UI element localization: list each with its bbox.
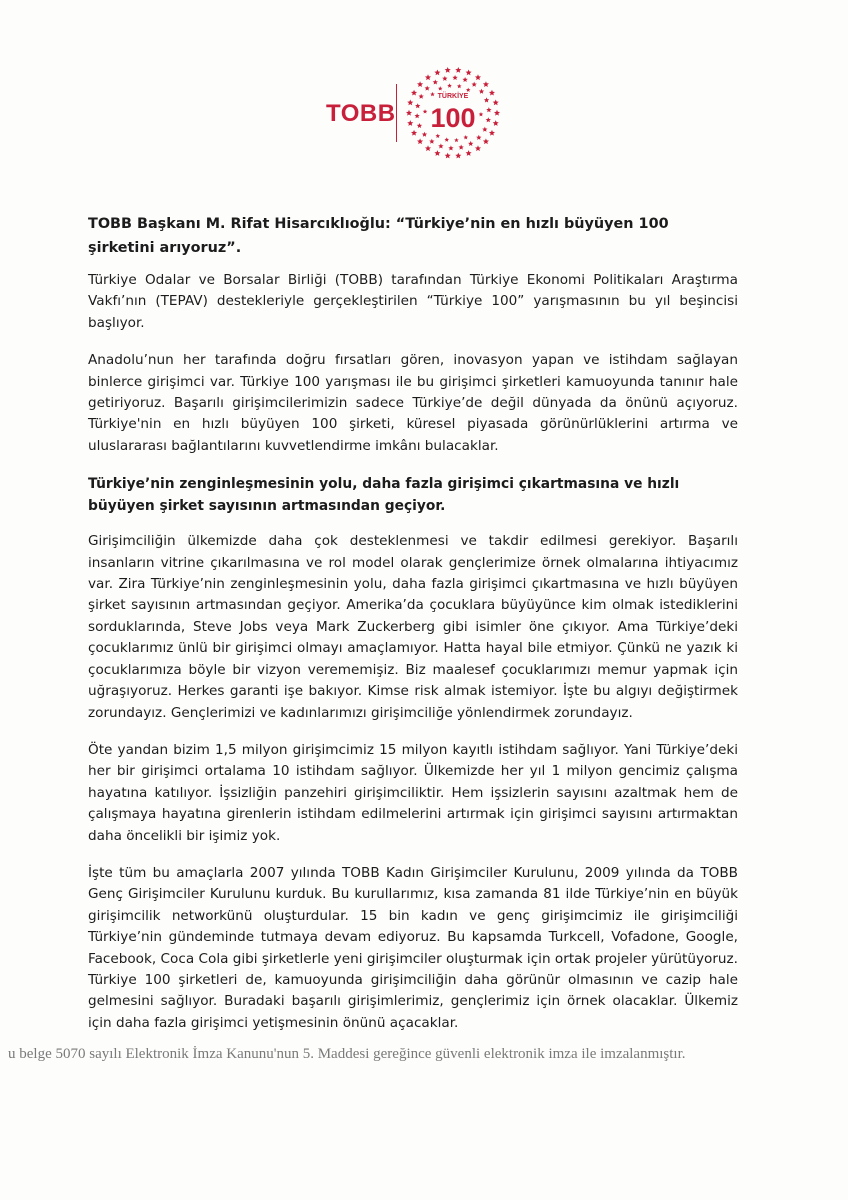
star-icon	[493, 120, 499, 126]
star-icon	[472, 82, 477, 87]
star-icon	[445, 67, 451, 73]
star-icon	[425, 74, 431, 80]
star-icon	[434, 150, 440, 156]
paragraph-5: İşte tüm bu amaçlarla 2007 yılında TOBB Kadın Girişimciler Kurulunu, 2009 yılında da TOBB Genç Girişimciler Kurulunu kurduk. Bu kurullarımız, kısa zamanda 81 ilde Türkiye’nin en büyük girişimcilik networkünü oluşturdular. 15 bin kadın ve genç girişimcimiz ile girişimciliği Türkiye’nin gündeminde tutmaya devam ediyoruz. Bu kapsamda Turkcell, Vofadone, Google, Facebook, Coca Cola gibi şirketlerle yeni girişimciler oluşturmak için ortak projeler yürütüyoruz. Türkiye 100 şirketleri de, kamuoyunda girişimciliğin daha görünür olmasının ve cazip hale gelmesini sağlıyor. Buradaki başarılı girişimlerimiz, gençlerimiz için örnek olacaklar. Ülkemiz için daha fazla girişimci yetişmesinin önünü açacaklar.	[88, 864, 738, 1031]
star-icon	[475, 74, 481, 80]
star-icon	[419, 94, 424, 99]
star-icon	[483, 81, 489, 87]
star-icon	[429, 139, 434, 144]
star-icon	[455, 67, 461, 73]
turkiye-100-star-emblem	[400, 66, 506, 160]
star-icon	[414, 113, 419, 118]
star-icon	[457, 84, 462, 88]
star-icon	[475, 145, 481, 151]
star-icon	[476, 135, 481, 140]
star-icon	[423, 109, 428, 113]
star-icon	[425, 86, 430, 91]
star-icon	[430, 92, 435, 96]
star-icon	[438, 86, 443, 90]
document-body	[88, 212, 738, 1050]
star-icon	[452, 75, 457, 80]
badge-number: 100	[430, 103, 476, 133]
star-icon	[417, 81, 423, 87]
star-icon	[483, 138, 489, 144]
star-icon	[462, 77, 467, 82]
star-icon	[489, 130, 495, 136]
star-icon	[466, 69, 472, 75]
star-icon	[445, 153, 451, 159]
star-icon	[411, 130, 417, 136]
star-icon	[438, 143, 443, 148]
star-icon	[447, 83, 452, 87]
star-icon	[455, 153, 461, 159]
star-icon	[466, 150, 472, 156]
star-icon	[458, 145, 463, 150]
e-signature-stamp: u belge 5070 sayılı Elektronik İmza Kanunu'nun 5. Maddesi gereğince güvenli elektronik imza ile imzalanmıştır.	[8, 1046, 686, 1062]
star-icon	[494, 110, 500, 116]
star-icon	[444, 137, 449, 141]
paragraph-4: Öte yandan bizim 1,5 milyon girişimcimiz 15 milyon kayıtlı istihdam sağlıyor. Yani Türkiye’deki her bir girişimci ortalama 10 istihdam sağlıyor. Ülkemizde her yıl 1 milyon gencimiz çalışma hayatına katılıyor. İşsizliğin panzehiri girişimciliktir. Hem işsizlerin sayısını azaltmak hem de çalışmaya hayatına girenlerin istihdam edilmelerini artırmak için girişimci sayısını artırmaktan daha öncelikli bir işimiz yok.	[88, 741, 738, 844]
star-icon	[493, 99, 499, 105]
star-icon	[486, 107, 491, 112]
star-icon	[484, 97, 489, 102]
paragraph-1: Türkiye Odalar ve Borsalar Birliği (TOBB) tarafından Türkiye Ekonomi Politikaları Araştırma Vakfı’nın (TEPAV) destekleriyle gerçekleştirilen “Türkiye 100” yarışmasının bu yıl beşincisi başlıyor.	[88, 272, 738, 331]
star-icon	[466, 88, 471, 92]
star-icon	[425, 145, 431, 151]
star-icon	[448, 145, 453, 150]
star-icon	[422, 132, 427, 137]
star-icon	[489, 90, 495, 96]
tobb-turkiye100-logo	[320, 66, 510, 158]
star-icon	[479, 89, 484, 94]
paragraph-2: Anadolu’nun her tarafında doğru fırsatları gören, inovasyon yapan ve istihdam sağlayan binlerce girişimci var. Türkiye 100 yarışması ile bu girişimci şirketleri kamuoyunda tanınır hale getiriyoruz. Başarılı girişimcilerimizin sadece Türkiye’de değil dünyada da önünü açıyoruz. Türkiye'nin en hızlı büyüyen 100 şirketi, küresel piyasada görünürlüklerini artırma ve uluslararası bağlantılarını kuvvetlendirme imkânı bulacaklar.	[88, 352, 738, 454]
star-icon	[479, 112, 484, 116]
star-icon	[454, 138, 459, 142]
section-heading: Türkiye’nin zenginleşmesinin yolu, daha fazla girişimci çıkartmasına ve hızlı büyüyen şirket sayısının artmasından geçiyor.	[88, 476, 680, 515]
star-icon	[407, 120, 413, 126]
star-icon	[486, 117, 491, 122]
logo-divider	[396, 84, 397, 142]
star-icon	[415, 103, 420, 108]
star-icon	[436, 134, 441, 138]
paragraph-3: Girişimciliğin ülkemizde daha çok desteklenmesi ve takdir edilmesi gerekiyor. Başarılı insanların vitrine çıkarılmasına ve rol model olarak gençlerimize örnek olmalarına ihtiyacımız var. Zira Türkiye’nin zenginleşmesinin yolu, daha fazla girişimci çıkartmasına ve hızlı büyüyen şirket sayısının artmasından geçiyor. Amerika’da çocuklara büyüyünce kim olmak istediklerini sorduklarında, Steve Jobs veya Mark Zuckerberg gibi isimler öne çıkıyor. Ama Türkiye’deki çocuklarımız ünlü bir girişimci olmayı amaçlamıyor. Hatta hayal bile etmiyor. Çünkü ne yazık ki çocuklarımıza böyle bir vizyon verememişiz. Biz maalesef çocuklarımızı memur yapmak için uğraşıyoruz. Herkes garanti işe bakıyor. Kimse risk almak istemiyor. İşte bu algıyı değiştirmek zorundayız. Gençlerimizi ve kadınlarımızı girişimciliğe yönlendirmek zorundayız.	[88, 533, 738, 721]
star-icon	[468, 141, 473, 146]
star-icon	[463, 135, 468, 139]
star-icon	[433, 79, 438, 84]
star-icon	[482, 127, 487, 132]
star-icon	[407, 99, 413, 105]
tobb-wordmark: TOBB	[326, 100, 396, 127]
badge-top-label: TÜRKİYE	[437, 93, 469, 100]
star-icon	[442, 76, 447, 81]
star-icon	[417, 123, 422, 128]
star-icon	[411, 90, 417, 96]
star-icon	[417, 138, 423, 144]
star-icon	[434, 69, 440, 75]
star-icon	[406, 110, 412, 116]
document-title: TOBB Başkanı M. Rifat Hisarcıklıoğlu: “Türkiye’nin en hızlı büyüyen 100 şirketini arıyoruz”.	[88, 216, 669, 256]
